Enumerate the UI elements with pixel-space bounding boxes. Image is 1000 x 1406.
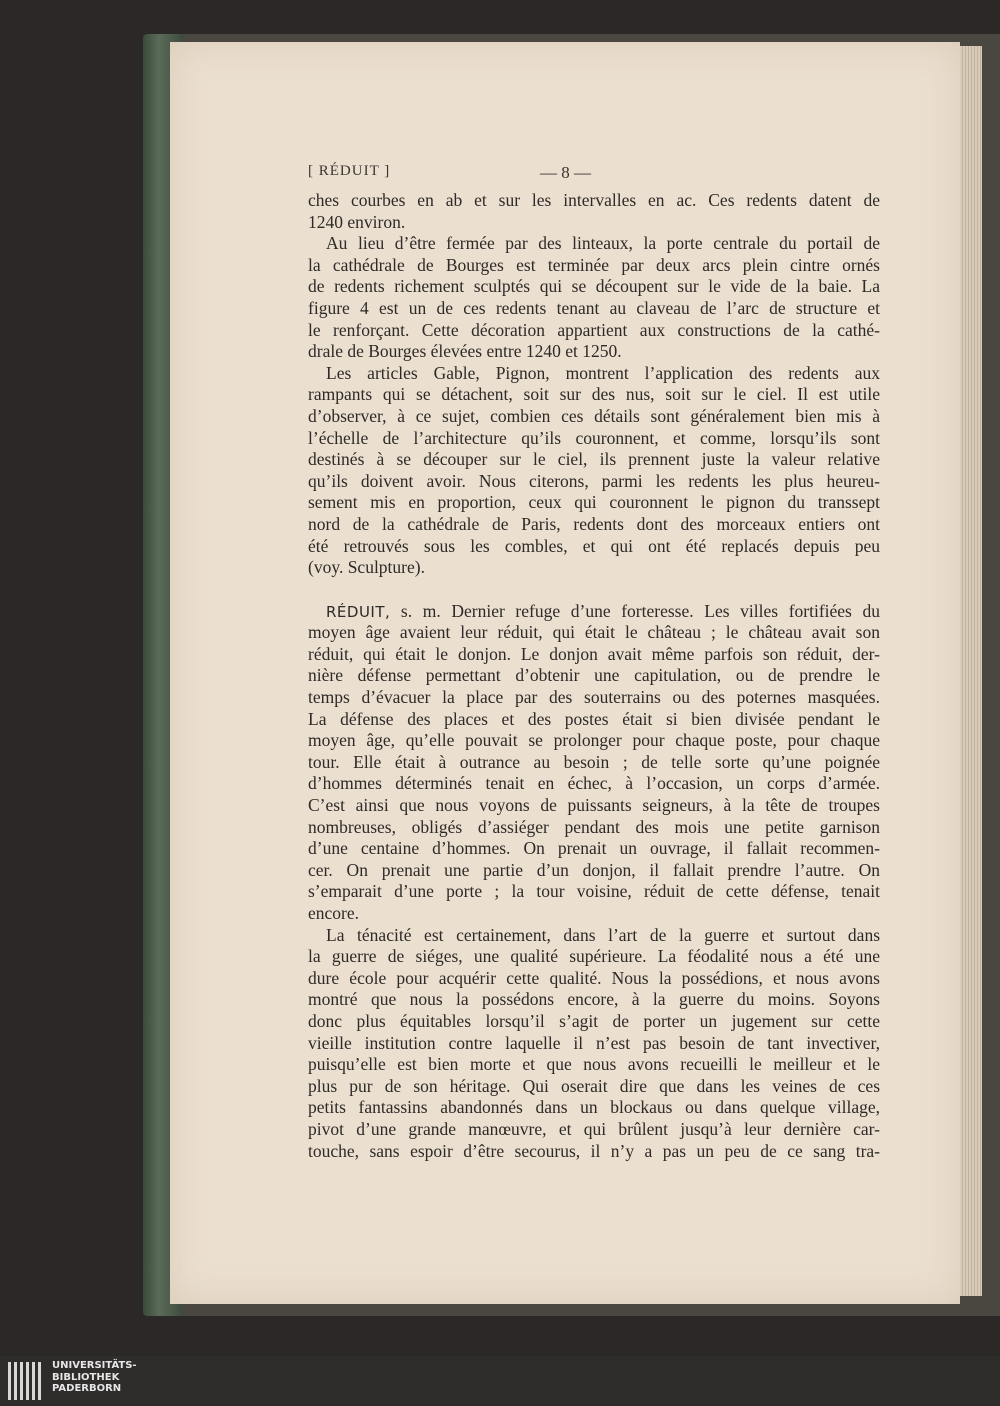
page-header (308, 163, 880, 187)
library-footer (0, 1356, 1000, 1406)
text-line: la guerre de siéges, une qualité supérieure. La féodalité nous a été une (308, 946, 880, 967)
text-line: (voy. Sculpture). (308, 557, 425, 578)
text-line: La défense des places et des postes était si bien divisée pendant le (308, 708, 880, 729)
text-line: puisqu’elle est bien morte et que nous avons recueilli le meilleur et le (308, 1054, 880, 1075)
paragraph-5 (308, 925, 880, 1163)
paragraph-1 (308, 190, 880, 233)
text-line: 1240 environ. (308, 211, 406, 232)
text-line: drale de Bourges élevées entre 1240 et 1250. (308, 341, 622, 362)
text-line: C’est ainsi que nous voyons de puissants seigneurs, à la tête de troupes (308, 795, 880, 816)
text-line: La ténacité est certainement, dans l’art de la guerre et surtout dans (326, 924, 880, 945)
text-line: figure 4 est un de ces redents tenant au claveau de l’arc de structure et (308, 297, 880, 318)
text-line: montré que nous la possédons encore, à la guerre du moins. Soyons (308, 989, 880, 1010)
page-stack-edge (960, 46, 982, 1296)
text-line: nord de la cathédrale de Paris, redents dont des morceaux entiers ont (308, 513, 880, 534)
page-text (308, 190, 880, 1162)
text-line: sement mis en proportion, ceux qui couronnent le pignon du transsept (308, 492, 880, 513)
text-line: donc plus équitables lorsqu’il s’agit de porter un jugement sur cette (308, 1010, 880, 1031)
text-line: l’échelle de l’architecture qu’ils couronnent, et comme, lorsqu’ils sont (308, 427, 880, 448)
library-logo-icon (8, 1362, 44, 1400)
library-name-line: UNIVERSITÄTS- (52, 1360, 137, 1371)
text-line: moyen âge avaient leur réduit, qui était le château ; le château avait son (308, 622, 880, 643)
text-line: moyen âge, qu’elle pouvait se prolonger pour chaque poste, pour chaque (308, 730, 880, 751)
text-line: d’une centaine d’hommes. On prenait un ouvrage, il fallait recommen- (308, 838, 880, 859)
text-line: petits fantassins abandonnés dans un blockaus ou dans quelque village, (308, 1097, 880, 1118)
page-number: — 8 — (540, 163, 591, 182)
text-line: ches courbes en ab et sur les intervalles en ac. Ces redents datent de (308, 190, 880, 210)
text-line: temps d’évacuer la place par des souterrains ou des poternes masquées. (308, 687, 880, 708)
text-line: de redents richement sculptés qui se découpent sur le vide de la baie. La (308, 276, 880, 297)
text-line: été retrouvés sous les combles, et qui ont été replacés depuis peu (308, 535, 880, 556)
text-line: nombreuses, obligés d’assiéger pendant des mois une petite garnison (308, 816, 880, 837)
text-line: vieille institution contre laquelle il n’est pas besoin de tant invectiver, (308, 1032, 880, 1053)
entry-reduit (308, 601, 880, 925)
paragraph-2 (308, 233, 880, 363)
library-name-line: BIBLIOTHEK (52, 1371, 120, 1383)
text-line: Les articles Gable, Pignon, montrent l’application des redents aux (326, 362, 880, 383)
text-line: s’emparait d’une porte ; la tour voisine, réduit de cette défense, tenait (308, 881, 880, 902)
text-line: Au lieu d’être fermée par des linteaux, la porte centrale du portail de (326, 233, 880, 254)
entry-heading: RÉDUIT, (326, 602, 391, 621)
text-line: encore. (308, 903, 360, 923)
text-line: d’hommes déterminés tenait en échec, à l’occasion, un corps d’armée. (308, 773, 880, 794)
running-head: [ RÉDUIT ] (308, 163, 391, 179)
text-line: cer. On prenait une partie d’un donjon, il fallait prendre l’autre. On (308, 859, 880, 880)
paragraph-3 (308, 363, 880, 579)
text-line: la cathédrale de Bourges est terminée par deux arcs plein cintre ornés (308, 254, 880, 275)
text-line: destinés à se découper sur le ciel, ils prennent juste la valeur relative (308, 449, 880, 470)
text-line: nière défense permettant d’obtenir une capitulation, ou de prendre le (308, 665, 880, 686)
text-line: dure école pour acquérir cette qualité. Nous la possédions, et nous avons (308, 967, 880, 988)
library-name (52, 1360, 137, 1395)
text-line (308, 601, 880, 623)
text-line: d’observer, à ce sujet, combien ces détails sont généralement bien mis à (308, 405, 880, 426)
library-name-line: PADERBORN (52, 1383, 122, 1394)
text-line: rampants qui se détachent, soit sur des nus, soit sur le ciel. Il est utile (308, 384, 880, 405)
text-line: pivot d’une grande manœuvre, et qui brûlent jusqu’à leur dernière car- (308, 1118, 880, 1139)
text-line: touche, sans espoir d’être secourus, il n’y a pas un peu de ce sang tra- (308, 1140, 880, 1161)
text-line: tour. Elle était à outrance au besoin ; de telle sorte qu’une poignée (308, 751, 880, 772)
text-line: qu’ils doivent avoir. Nous citerons, parmi les redents les plus heureu- (308, 470, 880, 491)
text-line: réduit, qui était le donjon. Le donjon avait même parfois son réduit, der- (308, 643, 880, 664)
entry-first-line: s. m. Dernier refuge d’une forteresse. Les villes fortifiées du (390, 600, 880, 621)
text-line: le renforçant. Cette décoration appartient aux constructions de la cathé- (308, 319, 880, 340)
text-line: plus pur de son héritage. Qui oserait dire que dans les veines de ces (308, 1075, 880, 1096)
